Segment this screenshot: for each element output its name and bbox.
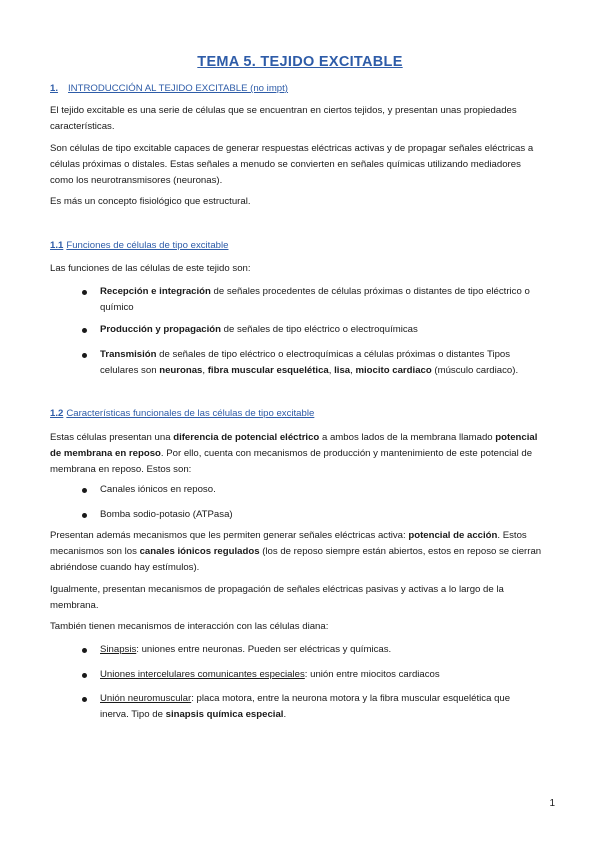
list-item: Uniones intercelulares comunicantes especiales: unión entre miocitos cardiacos [100,669,440,680]
bullet-dot [82,673,87,678]
bullet-dot [82,513,87,518]
page-number: 1 [549,798,555,809]
bold-term: Recepción e integración [100,286,211,297]
section-number: 1.1 [50,240,64,251]
list-item: Producción y propagación de señales de tipo eléctrico o electroquímicas [100,324,418,335]
list-item: Recepción e integración de señales procedentes de células próximas o distantes de tipo eléctrico o químico [100,286,530,313]
list-item: Bomba sodio-potasio (ATPasa) [100,509,233,520]
intro-paragraph-3: Es más un concepto fisiológico que estructural. [50,196,251,207]
underlined-term: Sinapsis [100,644,137,655]
section-number: 1. [50,83,59,94]
underlined-term: Unión neuromuscular [100,693,192,704]
bullet-dot [82,290,87,295]
list-item: Transmisión de señales de tipo eléctrico o electroquímicas a células próximas o distantes Tipos celulares son neuronas, fibra muscular esquelética, lisa, miocito cardiaco (músculo cardiaco). [100,349,519,376]
underlined-term: Uniones intercelulares comunicantes especiales [100,669,305,680]
bullet-dot [82,697,87,702]
characteristics-paragraph-1: Estas células presentan una diferencia de potencial eléctrico a ambos lados de la membrana llamado potencial de membrana en reposo. Por ello, cuenta con mecanismos de producción y mantenimiento de este potencial de membrana en reposo. Estos son: [50,432,538,475]
section-title: INTRODUCCIÓN AL TEJIDO EXCITABLE (no impt) [68,83,289,94]
bullet-dot [82,488,87,493]
bold-term: Producción y propagación [100,324,222,335]
section-heading-1-1 [50,240,228,251]
bullet-dot [82,353,87,358]
section-heading-1 [50,83,288,94]
characteristics-paragraph-4: También tienen mecanismos de interacción con las células diana: [50,621,329,632]
bold-term: Transmisión [100,349,157,360]
list-item: Canales iónicos en reposo. [100,484,216,495]
functions-lead: Las funciones de las células de este tejido son: [50,263,251,274]
page-title: TEMA 5. TEJIDO EXCITABLE [197,54,403,70]
bullet-dot [82,328,87,333]
bullet-dot [82,648,87,653]
intro-paragraph-2: Son células de tipo excitable capaces de generar respuestas eléctricas activas y de propagar señales eléctricas a células próximas o distales. Estas señales a menudo se convierten en señales químicas utilizando mediadores como los neurotransmisores (neuronas). [50,143,534,186]
list-item: Unión neuromuscular: placa motora, entre la neurona motora y la fibra muscular esquelética que inerva. Tipo de sinapsis química especial. [100,693,511,720]
section-title: Funciones de células de tipo excitable [66,240,229,251]
intro-paragraph-1: El tejido excitable es una serie de células que se encuentran en ciertos tejidos, y presentan unas propiedades características. [50,105,517,132]
characteristics-paragraph-2: Presentan además mecanismos que les permiten generar señales eléctricas activa: potencial de acción. Estos mecanismos son los canales iónicos regulados (los de reposo siempre están abiertos, estos en reposo se cierran abriéndose cuando hay estímulos). [50,530,542,573]
section-title: Características funcionales de las células de tipo excitable [66,408,315,419]
characteristics-paragraph-3: Igualmente, presentan mecanismos de propagación de señales eléctricas pasivas y activas a lo largo de la membrana. [50,584,504,611]
section-number: 1.2 [50,408,64,419]
section-heading-1-2 [50,408,314,419]
list-item: Sinapsis: uniones entre neuronas. Pueden ser eléctricas y químicas. [100,644,392,655]
